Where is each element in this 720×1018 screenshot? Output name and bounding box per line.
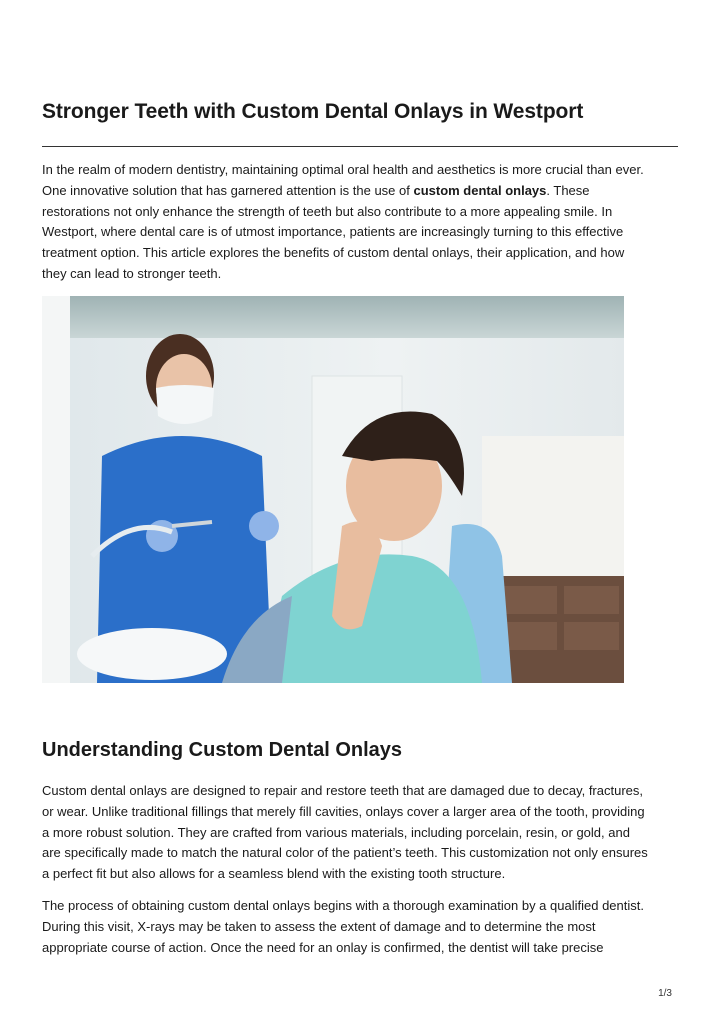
- article-title: Stronger Teeth with Custom Dental Onlays in Westport: [42, 100, 584, 123]
- text-fragment: One innovative solution that has garnered attention is the use of: [42, 182, 414, 198]
- section-heading: Understanding Custom Dental Onlays: [42, 739, 403, 761]
- text-line: are specifically made to match the natural color of the patient’s teeth. This customization not only ensures: [42, 845, 648, 861]
- title-divider: [42, 146, 678, 147]
- text-line: The process of obtaining custom dental onlays begins with a thorough examination by a qualified dentist.: [42, 898, 644, 913]
- text-fragment: . These: [546, 182, 590, 198]
- text-line: a perfect fit but also allows for a seamless blend with the existing tooth structure.: [42, 866, 506, 882]
- left-column: [42, 296, 70, 683]
- text-line: Westport, where dental care is of utmost importance, patients are increasingly turning to this effective: [42, 224, 624, 240]
- text-line: During this visit, X-rays may be taken to assess the extent of damage and to determine the most: [42, 918, 596, 934]
- bold-keyword: custom dental onlays: [413, 182, 547, 198]
- face-mask: [156, 385, 214, 424]
- text-line: a more robust solution. They are crafted from various materials, including porcelain, resin, or gold, and: [42, 824, 630, 840]
- text-line: or wear. Unlike traditional fillings that merely fill cavities, onlays cover a larger area of the tooth, providing: [42, 803, 645, 819]
- counter-wall: [482, 436, 624, 586]
- intro-paragraph: [42, 160, 682, 285]
- text-line: treatment option. This article explores the benefits of custom dental onlays, their application, and how: [42, 245, 625, 261]
- section-paragraph-1: [42, 781, 682, 885]
- drawer: [502, 586, 557, 614]
- text-line: [42, 181, 682, 202]
- spittoon-tray: [77, 628, 227, 680]
- dental-photo: [42, 296, 624, 683]
- text-line: Custom dental onlays are designed to repair and restore teeth that are damaged due to decay, fractures,: [42, 783, 644, 798]
- glove: [249, 511, 279, 541]
- dentist-patient-illustration: [42, 296, 624, 683]
- drawer: [502, 622, 557, 650]
- section-paragraph-2: [42, 896, 682, 958]
- drawer: [564, 622, 619, 650]
- text-line: In the realm of modern dentistry, maintaining optimal oral health and aesthetics is more crucial than ever.: [42, 162, 644, 177]
- text-line: appropriate course of action. Once the need for an onlay is confirmed, the dentist will take precise: [42, 939, 604, 955]
- ceiling: [42, 296, 624, 338]
- drawer: [564, 586, 619, 614]
- text-line: they can lead to stronger teeth.: [42, 265, 222, 281]
- page-number: 1/3: [658, 988, 672, 999]
- text-line: restorations not only enhance the strength of teeth but also contribute to a more appealing smile. In: [42, 203, 613, 219]
